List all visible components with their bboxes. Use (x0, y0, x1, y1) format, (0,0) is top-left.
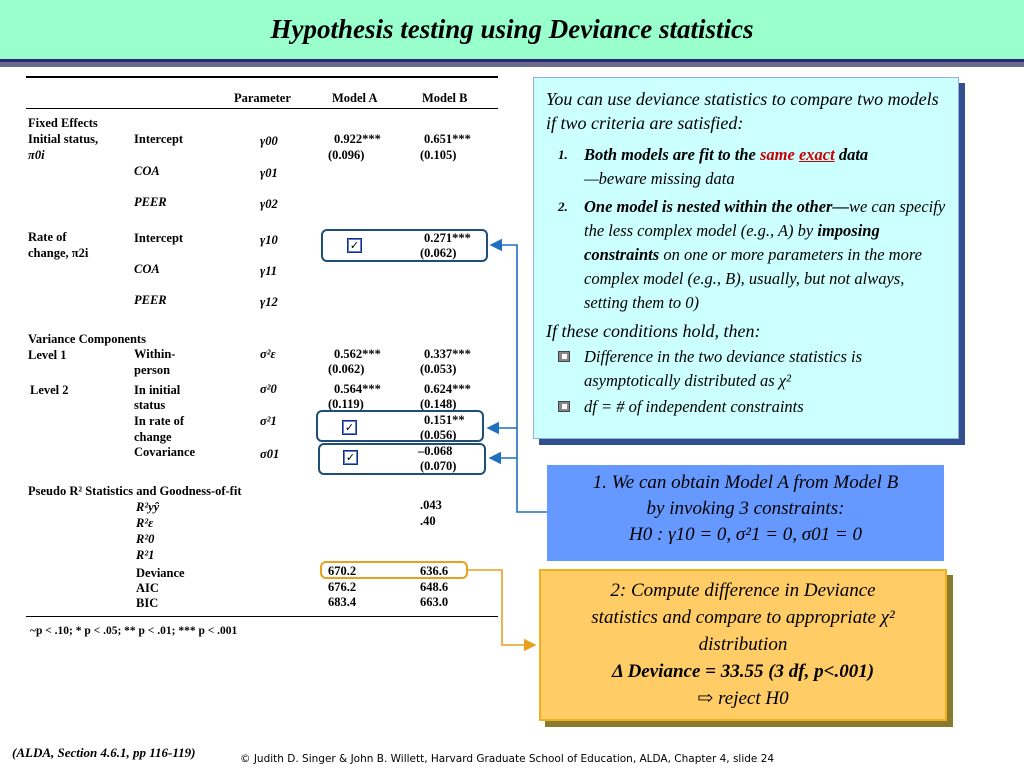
item-1-text-c: —beware missing data (584, 169, 735, 188)
level-2-label: Level 2 (30, 383, 69, 397)
r-1-label: R²1 (136, 548, 155, 562)
square-bullet-icon (558, 401, 570, 412)
row-intercept-2-label: Intercept (134, 231, 184, 245)
in-rate-label: In rate of (134, 414, 184, 428)
item-2-text-c: imposing constraints (584, 221, 880, 264)
criteria-item-2 (546, 195, 946, 315)
item-1-exact: exact (798, 145, 835, 164)
criteria-bullet-1 (546, 345, 946, 393)
constraints-formula: H0 : γ10 = 0, σ²1 = 0, σ01 = 0 (629, 524, 862, 545)
constraints-line-1: 1. We can obtain Model A from Model B (592, 472, 899, 493)
item-2-text-a: One model is nested within the other— (584, 197, 849, 216)
copyright: © Judith D. Singer & John B. Willett, Harvard Graduate School of Education, ALDA, Chapter 4, slide 24 (240, 753, 775, 765)
row-intercept-1-param: γ00 (260, 134, 278, 148)
checked-box-icon: ✓ (342, 420, 357, 435)
init-model-a: 0.564*** (334, 382, 381, 396)
criteria-item-1 (546, 143, 946, 191)
rate-model-b-se: (0.056) (420, 428, 457, 442)
header-model-a: Model A (332, 91, 378, 105)
row-coa-2-param: γ11 (260, 264, 278, 278)
compute-line-2: statistics and compare to appropriate χ² (591, 607, 895, 628)
row-coa-1-label: COA (134, 164, 160, 178)
within-label: Within- (134, 347, 176, 361)
level-1-param: σ²ε (260, 347, 276, 361)
criteria-bullet-2 (546, 395, 946, 419)
item-2-text-b: we can specify the less complex model (e.g., A) by (584, 197, 946, 240)
bic-label: BIC (136, 596, 159, 610)
row-peer-2-param: γ12 (260, 295, 278, 309)
pi0-label: π0i (28, 148, 45, 162)
table-header-rule (26, 108, 498, 109)
aic-label: AIC (136, 581, 159, 595)
init-model-a-se: (0.119) (328, 397, 364, 411)
row-peer-2-label: PEER (134, 293, 167, 307)
deviance-model-b: 636.6 (420, 564, 449, 578)
init-model-b: 0.624*** (424, 382, 471, 396)
item-1-same: same (760, 145, 795, 164)
row-intercept-2-param: γ10 (260, 233, 278, 247)
in-initial-label: In initial (134, 383, 181, 397)
row-peer-1-label: PEER (134, 195, 167, 209)
results-table (22, 76, 500, 637)
item-2-text-d: on one or more parameters in the more complex model (e.g., B), usually, but not always, setting them to 0) (584, 245, 922, 312)
table-footnote: ~p < .10; * p < .05; ** p < .01; *** p < .001 (30, 625, 238, 637)
bic-model-a: 683.4 (328, 595, 357, 609)
r-0-label: R²0 (136, 532, 155, 546)
row-intercept-1-label: Intercept (134, 132, 184, 146)
level-1-model-b-se: (0.053) (420, 362, 457, 376)
fixed-effects-heading: Fixed Effects (28, 116, 98, 130)
compute-line-3: distribution (698, 634, 788, 655)
deviance-highlight-box (320, 561, 468, 579)
r-e-model-b: .40 (420, 514, 436, 528)
change-label: change (134, 430, 172, 444)
intercept-2-model-b: 0.271*** (424, 231, 471, 245)
covariance-label: Covariance (134, 445, 196, 459)
citation: (ALDA, Section 4.6.1, pp 116-119) (12, 745, 196, 760)
compute-line-1: 2: Compute difference in Deviance (610, 580, 876, 601)
intercept-2-model-b-se: (0.062) (420, 246, 457, 260)
pseudo-heading: Pseudo R² Statistics and Goodness-of-fit (28, 484, 242, 498)
variance-components-heading: Variance Components (28, 332, 146, 346)
cov-model-b: –0.068 (418, 444, 453, 458)
table-bottom-rule (26, 616, 498, 617)
checked-box-icon: ✓ (343, 450, 358, 465)
compute-line-4: Δ Deviance = 33.55 (3 df, p<.001) (611, 661, 875, 682)
intercept-1-model-a: 0.922*** (334, 132, 381, 146)
criteria-intro: You can use deviance statistics to compare two models if two criteria are satisfied: (546, 89, 939, 133)
item-2-number: 2. (558, 199, 568, 214)
rate-of-label: Rate of (28, 230, 67, 244)
level-1-model-a: 0.562*** (334, 347, 381, 361)
constraints-box (547, 465, 944, 561)
criteria-panel (533, 77, 959, 439)
intercept-1-model-b-se: (0.105) (420, 148, 457, 162)
r-yy-label: R²yŷ (136, 500, 160, 514)
intercept-1-model-a-se: (0.096) (328, 148, 365, 162)
initial-status-label: Initial status, (28, 132, 99, 146)
deviance-model-a: 670.2 (328, 564, 357, 578)
criteria-conditions: If these conditions hold, then: (546, 321, 761, 341)
table-top-rule (26, 76, 498, 78)
status-label: status (134, 398, 166, 412)
cov-param: σ01 (260, 447, 280, 461)
item-1-number: 1. (558, 147, 568, 162)
row-coa-1-param: γ01 (260, 166, 278, 180)
header-parameter: Parameter (234, 91, 291, 105)
cov-model-b-se: (0.070) (420, 459, 457, 473)
level-1-model-a-se: (0.062) (328, 362, 365, 376)
header-model-b: Model B (422, 91, 468, 105)
compute-line-5: ⇨ reject H0 (697, 688, 789, 709)
rate-param: σ²1 (260, 414, 277, 428)
level-1-model-b: 0.337*** (424, 347, 471, 361)
square-bullet-icon (558, 351, 570, 362)
row-peer-1-param: γ02 (260, 197, 278, 211)
constraints-line-2: by invoking 3 constraints: (646, 498, 845, 519)
checked-box-icon: ✓ (347, 238, 362, 253)
title-shadow (0, 62, 1024, 67)
bullet-1-text: Difference in the two deviance statistics is asymptotically distributed as χ² (584, 347, 862, 390)
rate-model-b: 0.151** (424, 413, 465, 427)
init-model-b-se: (0.148) (420, 397, 457, 411)
bic-model-b: 663.0 (420, 595, 449, 609)
row-coa-2-label: COA (134, 262, 160, 276)
person-label: person (134, 363, 171, 377)
level-1-label: Level 1 (28, 348, 67, 362)
init-param: σ²0 (260, 382, 277, 396)
intercept-1-model-b: 0.651*** (424, 132, 471, 146)
bullet-2-text: df = # of independent constraints (584, 397, 804, 416)
item-1-text-a: Both models are fit to the (584, 145, 761, 164)
aic-model-b: 648.6 (420, 580, 449, 594)
aic-model-a: 676.2 (328, 580, 357, 594)
change-pi2-label: change, π2i (28, 246, 89, 260)
r-yy-model-b: .043 (420, 498, 442, 512)
r-e-label: R²ε (136, 516, 154, 530)
slide-title: Hypothesis testing using Deviance statistics (270, 14, 754, 44)
item-1-text-b: data (834, 145, 869, 164)
compute-box (539, 569, 947, 721)
deviance-label: Deviance (136, 566, 185, 580)
